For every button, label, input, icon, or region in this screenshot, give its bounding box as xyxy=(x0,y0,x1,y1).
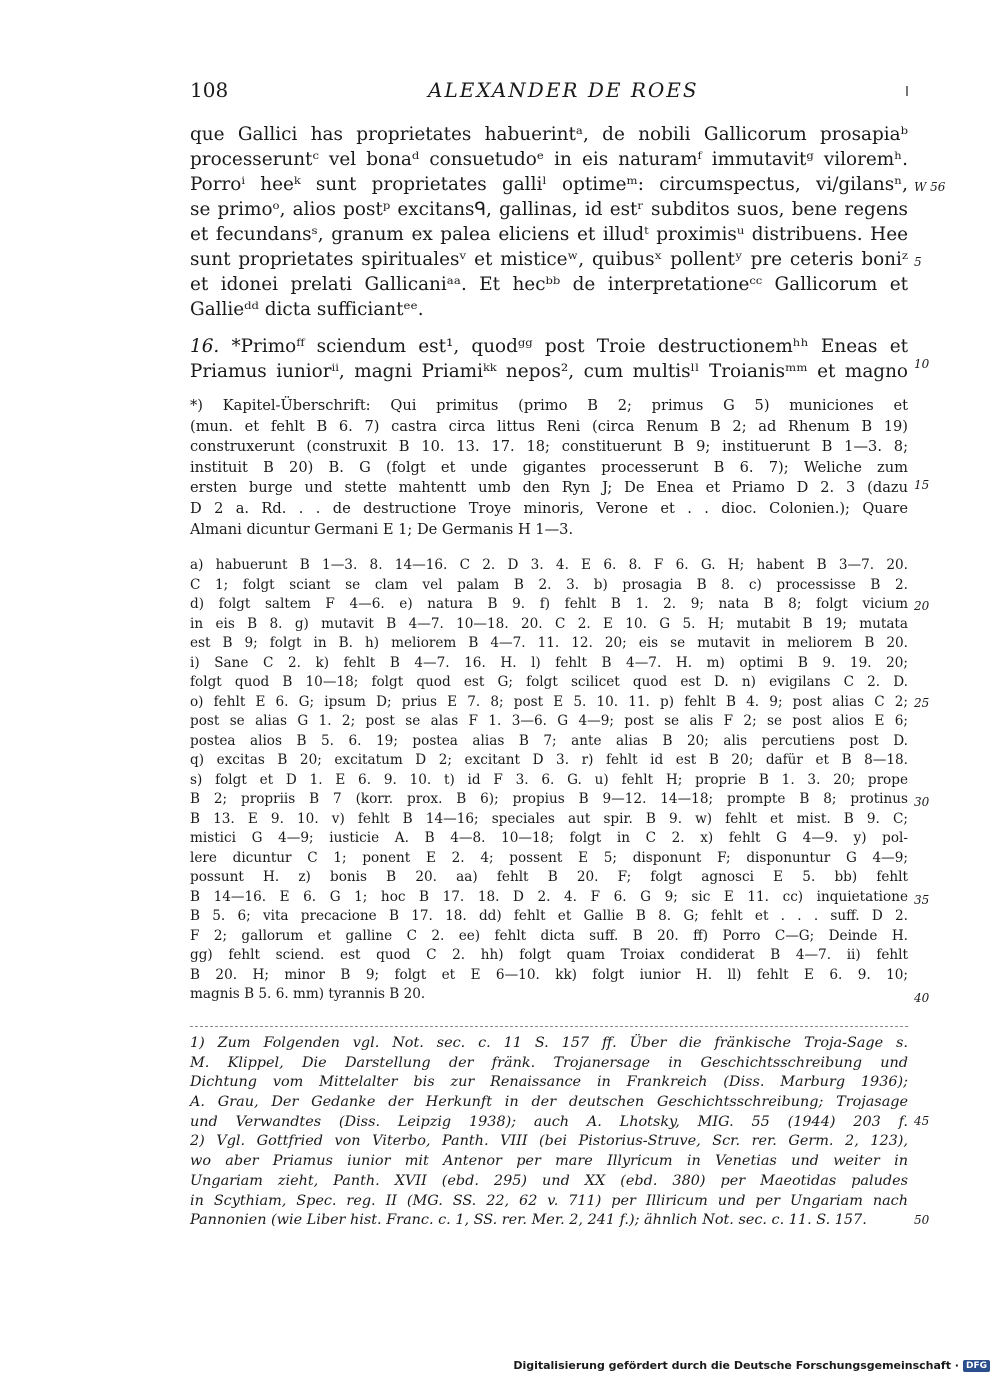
text-line: et fecundansˢ, granum ex palea eliciens et illudᵗ proximisᵘ distribuens. Hee xyxy=(190,224,908,245)
text-line: Priamus iuniorⁱⁱ, magni Priamiᵏᵏ nepos², cum multisˡˡ Troianisᵐᵐ et magno xyxy=(190,361,908,382)
apparatus-line: possunt H. z) bonis B 20. aa) fehlt B 20. F; folgt agnosci E 5. bb) fehlt xyxy=(190,869,908,885)
apparatus-line: C 1; folgt sciant se clam vel palam B 2. 3. b) prosagia B 8. c) processisse B 2. xyxy=(190,576,908,593)
note-line: (mun. et fehlt B 6. 7) castra circa littus Reni (circa Renum B 2; ad Rhenum B 19) xyxy=(190,417,908,435)
apparatus-line: B 20. H; minor B 9; folgt et E 6—10. kk) folgt iunior H. ll) fehlt E 6. 9. 10; xyxy=(190,966,908,983)
apparatus-line: s) folgt et D 1. E 6. 9. 10. t) id F 3. 6. G. u) fehlt H; proprie B 1. 3. 20; prope xyxy=(190,771,908,788)
apparatus-line: B 2; propriis B 7 (korr. prox. B 6); propius B 9—12. 14—18; prompte B 8; protinus xyxy=(190,791,908,807)
footnote-line: Dichtung vom Mittelalter bis zur Renaissance in Frankreich (Diss. Marburg 1936); xyxy=(190,1074,908,1091)
text-line: se primoᵒ, alios postᵖ excitansᑫ, gallinas, id estʳ subditos suos, bene regens xyxy=(190,199,908,220)
paragraph-gap xyxy=(190,322,908,334)
digitization-credit xyxy=(513,1359,990,1372)
apparatus-line: B 13. E 9. 10. v) fehlt B 14—16; speciales aut spir. B 9. w) fehlt et mist. B 9. C; xyxy=(190,810,908,827)
apparatus-line: in eis B 8. g) mutavit B 4—7. 10—18. 20. C 2. E 10. G 5. H; mutabit B 19; mutata xyxy=(190,615,908,632)
main-text xyxy=(190,122,908,384)
margin-ref-w56: W 56 xyxy=(914,180,946,194)
text-line: Gallieᵈᵈ dicta sufficiantᵉᵉ. xyxy=(190,299,424,320)
margin-line-numbers xyxy=(914,0,954,1378)
apparatus-line: o) fehlt E 6. G; ipsum D; prius E 7. 8; post E 5. 10. 11. p) fehlt B 4. 9; post alias C 2; xyxy=(190,693,908,710)
note-line: *) Kapitel-Überschrift: Qui primitus (primo B 2; primus G 5) municiones et xyxy=(190,397,908,414)
apparatus-line: B 5. 6; vita precacione B 17. 18. dd) fehlt et Gallie B 8. G; fehlt et . . . suff. D 2. xyxy=(190,908,908,924)
apparatus-line: B 14—16. E 6. G 1; hoc B 17. 18. D 2. 4. F 6. G 9; sic E 11. cc) inquietatione xyxy=(190,888,908,905)
apparatus-line: gg) fehlt sciend. est quod C 2. hh) folgt quam Troiax condiderat B 4—7. ii) fehlt xyxy=(190,947,908,963)
footnote-line: 2) Vgl. Gottfried von Viterbo, Panth. VIII (bei Pistorius-Struve, Scr. rer. Germ. 2, 123), xyxy=(190,1133,908,1150)
text-line-section-start xyxy=(190,334,908,359)
apparatus-line: q) excitas B 20; excitatum D 2; excitant D 3. r) fehlt id est B 20; dafür et B 8—18. xyxy=(190,752,908,768)
footnote-line: wo aber Priamus iunior mit Antenor per mare Illyricum in Venetias und weiter in xyxy=(190,1153,908,1170)
margin-number: 50 xyxy=(914,1213,930,1227)
note-line: construxerunt (construxit B 10. 13. 17. 18; constituerunt B 9; instituerunt B 1—3. 8; xyxy=(190,438,908,456)
footnote-line: 1) Zum Folgenden vgl. Not. sec. c. 11 S. 157 ff. Über die fränkische Troja-Sage s. xyxy=(190,1035,908,1051)
margin-number: 10 xyxy=(914,357,930,371)
margin-number: 25 xyxy=(914,696,930,710)
chapter-heading-note xyxy=(190,396,908,540)
apparatus-line: lere dicuntur C 1; ponent E 2. 4; possent E 5; disponunt F; disponuntur G 4—9; xyxy=(190,849,908,866)
margin-number: 35 xyxy=(914,893,930,907)
text-line: et idonei prelati Gallicaniᵃᵃ. Et hecᵇᵇ de interpretationeᶜᶜ Gallicorum et xyxy=(190,274,908,295)
note-line: ersten burge und stette mahtentt umb den Ryn J; De Enea et Priamo D 2. 3 (dazu xyxy=(190,479,908,497)
margin-number: 15 xyxy=(914,478,930,492)
apparatus-line: magnis B 5. 6. mm) tyrannis B 20. xyxy=(190,986,426,1002)
section-number: 16. xyxy=(190,336,220,357)
running-title: ALEXANDER DE ROES xyxy=(428,78,699,102)
apparatus-line: d) folgt saltem F 4—6. e) natura B 9. f) fehlt B 1. 2. 9; nata B 8; folgt vicium xyxy=(190,596,908,612)
apparatus-line: folgt quod B 10—18; folgt quod est G; folgt scilicet quod est D. n) evigilans C 2. D. xyxy=(190,674,908,690)
apparatus-line: post se alias G 1. 2; post se alas F 1. 3—6. G 4—9; post se alis F 2; se post alios E 6; xyxy=(190,713,908,729)
margin-number: 40 xyxy=(914,991,930,1005)
corner-mark xyxy=(906,86,908,96)
text-line: que Gallici has proprietates habuerintᵃ, de nobili Gallicorum prosapiaᵇ xyxy=(190,124,908,145)
note-line: instituit B 20) B. G (folgt et unde gigantes processerunt B 6. 7); Weliche zum xyxy=(190,458,908,476)
section-text: *Primoᶠᶠ sciendum est¹, quodᵍᵍ post Troie destructionemʰʰ Eneas et xyxy=(219,336,908,357)
margin-number: 5 xyxy=(914,255,922,269)
footnote-line: A. Grau, Der Gedanke der Herkunft in der deutschen Geschichtsschreibung; Trojasage xyxy=(190,1094,908,1111)
note-line: D 2 a. Rd. . . de destructione Troye minoris, Verone et . . dioc. Colonien.); Quare xyxy=(190,499,908,517)
apparatus-line: F 2; gallorum et galline C 2. ee) fehlt dicta suff. B 20. ff) Porro C—G; Deinde H. xyxy=(190,927,908,944)
footnotes xyxy=(190,1034,908,1231)
apparatus-line: est B 9; folgt in B. h) meliorem B 4—7. 11. 12. 20; eis se mutavit in meliorem B 20. xyxy=(190,635,908,651)
apparatus-line: a) habuerunt B 1—3. 8. 14—16. C 2. D 3. 4. E 6. 8. F 6. G. H; habent B 3—7. 20. xyxy=(190,557,908,573)
credit-text: Digitalisierung gefördert durch die Deutsche Forschungsgemeinschaft · xyxy=(513,1359,959,1372)
text-line: Porroⁱ heeᵏ sunt proprietates galliˡ optimeᵐ: circumspectus, vi/gilansⁿ, xyxy=(190,174,908,195)
footnote-line: Pannonien (wie Liber hist. Franc. c. 1, SS. rer. Mer. 2, 241 f.); ähnlich Not. sec. c. 11. S. 157. xyxy=(190,1212,867,1229)
footnote-line: in Scythiam, Spec. reg. II (MG. SS. 22, 62 v. 711) per Illiricum und per Ungariam nach xyxy=(190,1192,908,1209)
footnote-line: und Verwandtes (Diss. Leipzig 1938); auch A. Lhotsky, MIG. 55 (1944) 203 f. xyxy=(190,1113,908,1130)
text-line: processeruntᶜ vel bonaᵈ consuetudoᵉ in eis naturamᶠ immutavitᵍ viloremʰ. xyxy=(190,149,908,170)
margin-number: 45 xyxy=(914,1114,930,1128)
dfg-logo: DFG xyxy=(963,1360,990,1372)
apparatus-line: i) Sane C 2. k) fehlt B 4—7. 16. H. l) fehlt B 4—7. H. m) optimi B 9. 19. 20; xyxy=(190,654,908,671)
note-line: Almani dicuntur Germani E 1; De Germanis H 1—3. xyxy=(190,520,574,538)
apparatus-line: mistici G 4—9; iusticie A. B 4—8. 10—18; folgt in C 2. x) fehlt G 4—9. y) pol- xyxy=(190,830,908,846)
footnote-rule xyxy=(190,1026,908,1027)
text-line: sunt proprietates spiritualesᵛ et misticeʷ, quibusˣ pollentʸ pre ceteris boniᶻ xyxy=(190,249,908,270)
margin-number: 30 xyxy=(914,795,930,809)
margin-number: 20 xyxy=(914,599,930,613)
footnote-line: Ungariam zieht, Panth. XVII (ebd. 295) und XX (ebd. 380) per Maeotidas paludes xyxy=(190,1172,908,1189)
footnote-line: M. Klippel, Die Darstellung der fränk. Trojanersage in Geschichtsschreibung und xyxy=(190,1054,908,1071)
page-header xyxy=(190,78,908,108)
apparatus-line: postea alios B 5. 6. 19; postea alias B 7; ante alias B 20; alis percutiens post D. xyxy=(190,732,908,749)
critical-apparatus xyxy=(190,556,908,1005)
page-number: 108 xyxy=(190,78,229,102)
